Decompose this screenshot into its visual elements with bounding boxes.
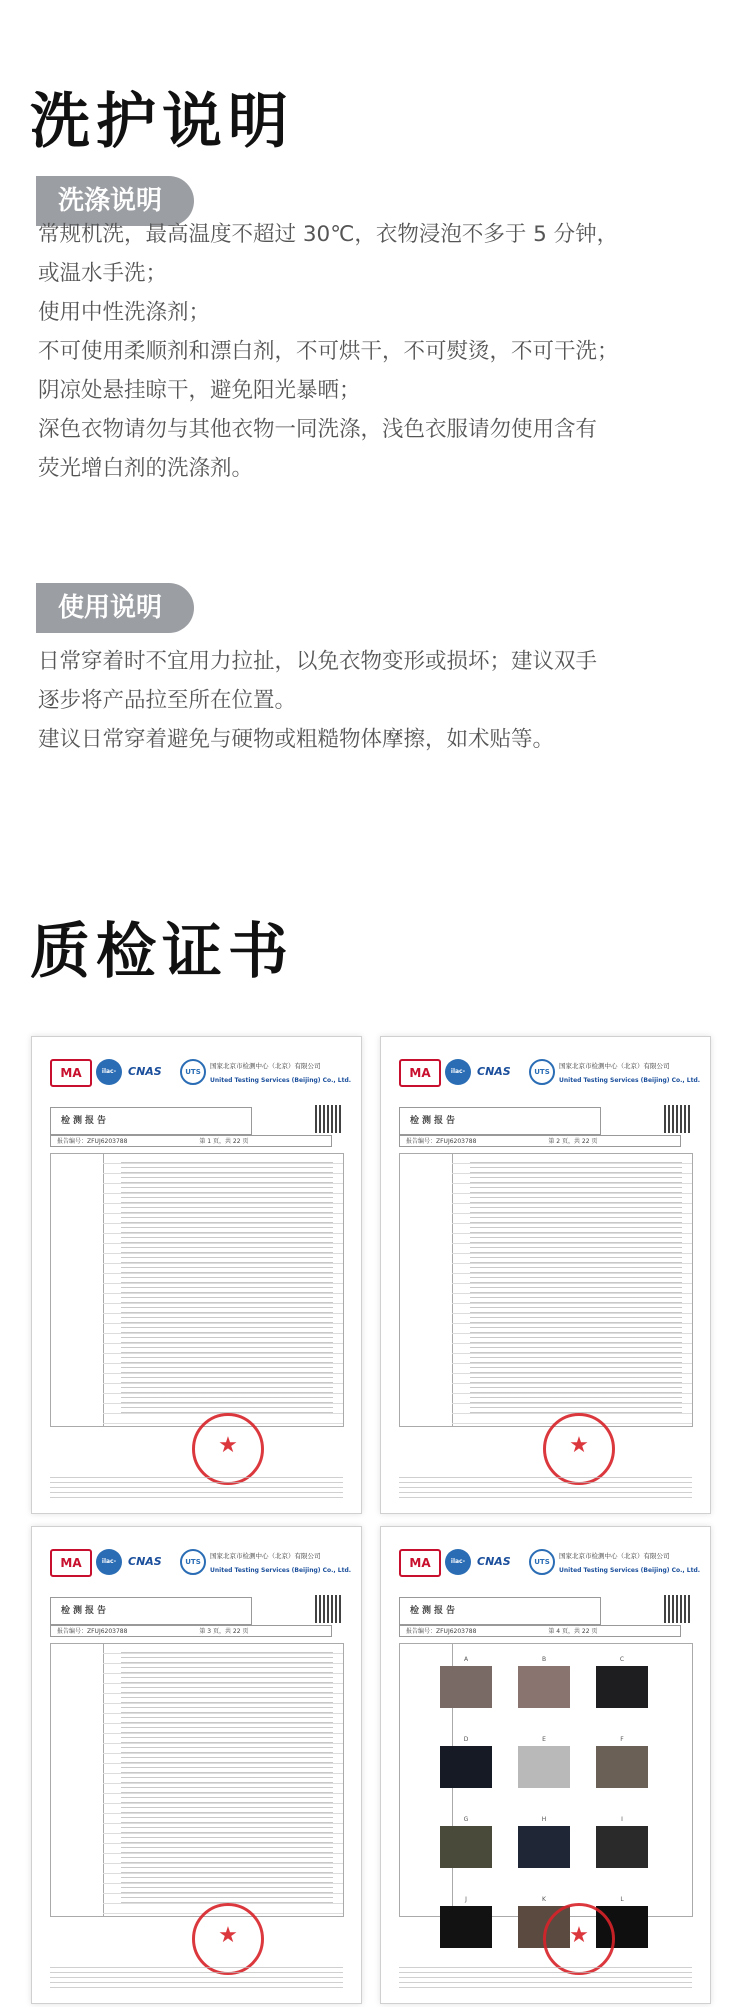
qr-code-icon <box>315 1595 343 1623</box>
fabric-swatch <box>518 1826 570 1868</box>
qr-code-icon <box>315 1105 343 1133</box>
report-title: 检测报告 <box>61 1606 110 1616</box>
swatch-label: L <box>620 1896 624 1903</box>
lab-name-en: United Testing Services (Beijing) Co., Ltd. <box>559 1567 701 1574</box>
certificate-footer <box>399 1967 692 1989</box>
fabric-swatch <box>518 1746 570 1788</box>
page-number: 第 1 页，共 22 页 <box>199 1138 249 1145</box>
ilac-logo: ilac-MRA <box>96 1549 122 1575</box>
wash-line: 荧光增白剂的洗涤剂。 <box>38 456 254 481</box>
ilac-logo: ilac-MRA <box>445 1549 471 1575</box>
uts-logo: UTS <box>529 1059 555 1085</box>
report-title: 检测报告 <box>410 1116 459 1126</box>
use-line: 日常穿着时不宜用力拉扯，以免衣物变形或损坏；建议双手 <box>38 649 598 674</box>
report-title-box <box>399 1107 601 1135</box>
certificate-header <box>399 1059 701 1101</box>
wash-line: 或温水手洗； <box>38 261 168 286</box>
cma-logo: MA <box>399 1549 441 1577</box>
lab-name-en: United Testing Services (Beijing) Co., Ltd. <box>559 1077 701 1084</box>
cnas-logo: CNAS <box>128 1555 162 1568</box>
cnas-logo: CNAS <box>128 1065 162 1078</box>
lab-name-cn: 国家北京市检测中心（北京）有限公司 <box>210 1062 321 1070</box>
certificate-header <box>399 1549 701 1591</box>
wash-instructions <box>38 215 718 488</box>
fabric-swatch <box>596 1826 648 1868</box>
wash-line: 使用中性洗涤剂； <box>38 300 211 325</box>
use-instructions <box>38 642 718 759</box>
report-table <box>50 1643 344 1917</box>
quality-title: 质检证书 <box>30 917 294 987</box>
fabric-swatch <box>596 1666 648 1708</box>
report-title-box <box>399 1597 601 1625</box>
table-text-lines <box>121 1162 333 1416</box>
report-title: 检测报告 <box>61 1116 110 1126</box>
qr-code-icon <box>664 1595 692 1623</box>
swatch-label: I <box>621 1816 623 1823</box>
fabric-swatch <box>518 1666 570 1708</box>
certificate-header <box>50 1549 352 1591</box>
swatch-label: K <box>542 1896 546 1903</box>
page-number: 第 3 页，共 22 页 <box>199 1628 249 1635</box>
report-page-info <box>399 1135 681 1147</box>
report-table <box>399 1153 693 1427</box>
fabric-swatch <box>596 1746 648 1788</box>
certificate-page[interactable] <box>380 1526 711 2004</box>
report-number: 报告编号：ZFUJ6203788 <box>57 1138 128 1145</box>
report-number: 报告编号：ZFUJ6203788 <box>57 1628 128 1635</box>
swatch-label: H <box>541 1816 547 1823</box>
use-heading: 使用说明 <box>36 583 194 633</box>
ilac-logo: ilac-MRA <box>445 1059 471 1085</box>
report-page-info <box>50 1135 332 1147</box>
certificate-page[interactable] <box>31 1526 362 2004</box>
wash-line: 不可使用柔顺剂和漂白剂，不可烘干，不可熨烫，不可干洗； <box>38 339 619 364</box>
qr-code-icon <box>664 1105 692 1133</box>
lab-name-cn: 国家北京市检测中心（北京）有限公司 <box>559 1552 670 1560</box>
swatch-label: B <box>541 1656 547 1663</box>
page-number: 第 4 页，共 22 页 <box>548 1628 598 1635</box>
cma-logo: MA <box>50 1059 92 1087</box>
report-title: 检测报告 <box>410 1606 459 1616</box>
fabric-swatch <box>440 1906 492 1948</box>
care-title: 洗护说明 <box>30 87 294 157</box>
swatch-label: F <box>620 1736 624 1743</box>
swatch-label: E <box>542 1736 546 1743</box>
table-text-lines <box>470 1162 682 1416</box>
uts-logo: UTS <box>180 1549 206 1575</box>
table-text-lines <box>121 1652 333 1906</box>
report-page-info <box>399 1625 681 1637</box>
use-line: 建议日常穿着避免与硬物或粗糙物体摩擦，如术贴等。 <box>38 727 555 752</box>
certificate-footer <box>50 1967 343 1989</box>
swatch-label: J <box>465 1896 467 1903</box>
report-number: 报告编号：ZFUJ6203788 <box>406 1628 477 1635</box>
fabric-swatch <box>440 1826 492 1868</box>
certificate-page[interactable] <box>380 1036 711 1514</box>
lab-name-en: United Testing Services (Beijing) Co., Ltd. <box>210 1077 352 1084</box>
official-seal: ★ <box>543 1413 615 1485</box>
report-title-box <box>50 1107 252 1135</box>
official-seal: ★ <box>192 1903 264 1975</box>
lab-name-cn: 国家北京市检测中心（北京）有限公司 <box>559 1062 670 1070</box>
report-number: 报告编号：ZFUJ6203788 <box>406 1138 477 1145</box>
wash-line: 常规机洗，最高温度不超过 30℃，衣物浸泡不多于 5 分钟， <box>38 222 619 247</box>
wash-line: 深色衣物请勿与其他衣物一同洗涤，浅色衣服请勿使用含有 <box>38 417 598 442</box>
swatch-label: C <box>619 1656 625 1663</box>
ilac-logo: ilac-MRA <box>96 1059 122 1085</box>
lab-name-en: United Testing Services (Beijing) Co., Ltd. <box>210 1567 352 1574</box>
cma-logo: MA <box>399 1059 441 1087</box>
fabric-swatch <box>440 1666 492 1708</box>
swatch-label: G <box>463 1816 469 1823</box>
swatch-label: A <box>463 1656 469 1663</box>
certificate-footer <box>399 1477 692 1499</box>
fabric-swatch <box>440 1746 492 1788</box>
cma-logo: MA <box>50 1549 92 1577</box>
cnas-logo: CNAS <box>477 1065 511 1078</box>
report-table <box>50 1153 344 1427</box>
wash-heading: 洗涤说明 <box>36 176 194 226</box>
certificate-page[interactable] <box>31 1036 362 1514</box>
report-title-box <box>50 1597 252 1625</box>
swatch-label: D <box>463 1736 469 1743</box>
lab-name-cn: 国家北京市检测中心（北京）有限公司 <box>210 1552 321 1560</box>
uts-logo: UTS <box>529 1549 555 1575</box>
cnas-logo: CNAS <box>477 1555 511 1568</box>
report-table <box>399 1643 693 1917</box>
use-line: 逐步将产品拉至所在位置。 <box>38 688 297 713</box>
certificate-footer <box>50 1477 343 1499</box>
uts-logo: UTS <box>180 1059 206 1085</box>
page-number: 第 2 页，共 22 页 <box>548 1138 598 1145</box>
wash-line: 阴凉处悬挂晾干，避免阳光暴晒； <box>38 378 361 403</box>
official-seal: ★ <box>543 1903 615 1975</box>
report-page-info <box>50 1625 332 1637</box>
official-seal: ★ <box>192 1413 264 1485</box>
certificate-header <box>50 1059 352 1101</box>
